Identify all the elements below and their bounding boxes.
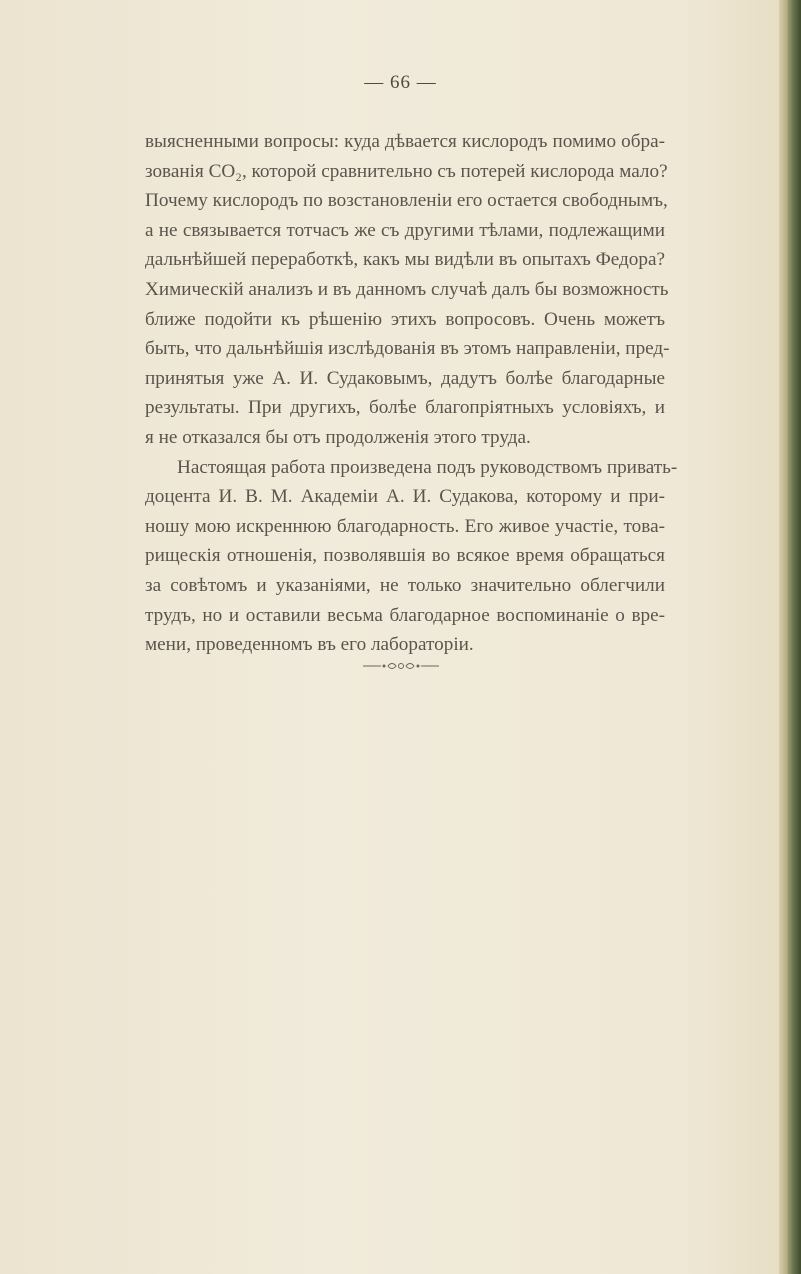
body-text [145, 127, 678, 660]
text-line: Химическій анализъ и въ данномъ случаѣ далъ бы возможность [145, 278, 669, 300]
page-number: — 66 — [364, 72, 437, 93]
text-line: Настоящая работа произведена подъ руководствомъ привать- [177, 456, 678, 478]
text-line: рищескія отношенія, позволявшія во всякое время обращаться [145, 545, 665, 567]
page-edge-stripe [788, 0, 791, 1274]
text-line: трудъ, но и оставили весьма благодарное воспоминаніе о вре- [145, 604, 665, 626]
text-line: принятыя уже А. И. Судаковымъ, дадутъ болѣе благодарные [145, 367, 665, 389]
text-line: Почему кислородъ по возстановленіи его остается свободнымъ, [145, 190, 668, 212]
text-line: дальнѣйшей переработкѣ, какъ мы видѣли въ опытахъ Федора? [145, 249, 665, 271]
text-line: ближе подойти къ рѣшенію этихъ вопросовъ. Очень можетъ [145, 308, 665, 330]
text-line: я не отказался бы отъ продолженія этого труда. [145, 426, 531, 448]
text-line: а не связывается тотчасъ же съ другими тѣлами, подлежащими [145, 219, 665, 241]
end-ornament [0, 660, 801, 675]
text-line: выясненными вопросы: куда дѣвается кислородъ помимо обра- [145, 131, 665, 152]
text-line: результаты. При другихъ, болѣе благопріятныхъ условіяхъ, и [145, 397, 665, 419]
ornament-icon [361, 660, 441, 672]
text-line: мени, проведенномъ въ его лабораторіи. [145, 634, 474, 656]
text-line: доцента И. В. М. Академіи А. И. Судакова, которому и при- [145, 486, 665, 508]
text-line: ношу мою искреннюю благодарность. Его живое участіе, това- [145, 515, 665, 537]
text-line: за совѣтомъ и указаніями, не только значительно облегчили [145, 574, 665, 596]
text-line: быть, что дальнѣйшія изслѣдованія въ этомъ направленіи, пред- [145, 338, 670, 360]
text-line: зованія CO₂, которой сравнительно съ потерей кислорода мало? [145, 160, 668, 182]
